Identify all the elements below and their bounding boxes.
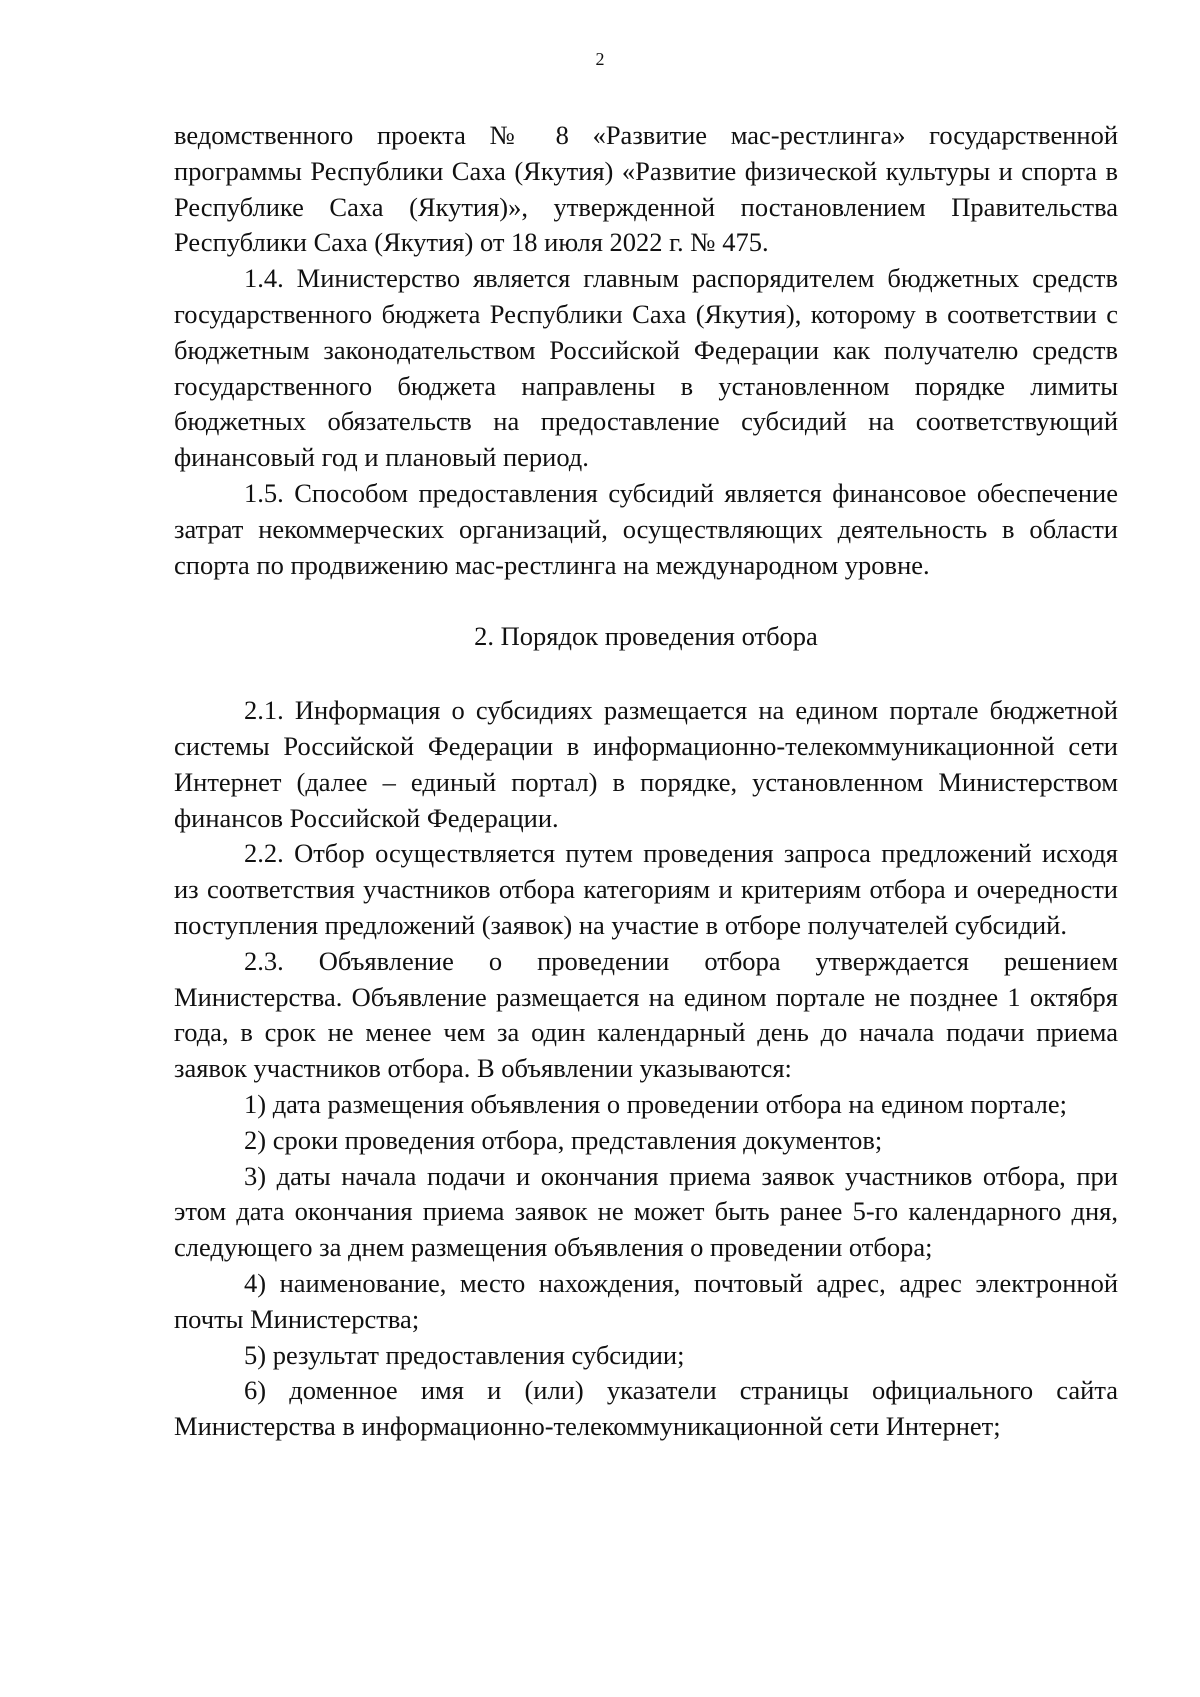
paragraph-intro-continuation: ведомственного проекта № 8 «Развитие мас-рестлинга» государственной программы Республики Саха (Якутия) «Развитие физической культуры и спорта в Республике Саха (Якутия)», утвержденной постановлением Правительства Республики Саха (Якутия) от 18 июля 2022 г. № 475. <box>174 120 1118 258</box>
paragraph-clause-2-2: 2.2. Отбор осуществляется путем проведения запроса предложений исходя из соответствия участников отбора категориям и критериям отбора и очередности поступления предложений (заявок) на участие в отборе получателей субсидий. <box>174 838 1118 940</box>
document-body <box>174 118 1118 1445</box>
list-item-1: 1) дата размещения объявления о проведении отбора на едином портале; <box>244 1088 1067 1119</box>
list-item-4: 4) наименование, место нахождения, почтовый адрес, адрес электронной почты Министерства; <box>174 1267 1118 1334</box>
paragraph-clause-2-3: 2.3. Объявление о проведении отбора утверждается решением Министерства. Объявление размещается на едином портале не позднее 1 октября года, в срок не менее чем за один календарный день до начала подачи приема заявок участников отбора. В объявлении указываются: <box>174 945 1118 1084</box>
page-number: 2 <box>595 49 605 69</box>
list-item-2: 2) сроки проведения отбора, представления документов; <box>244 1124 883 1155</box>
list-item-5: 5) результат предоставления субсидии; <box>244 1339 685 1370</box>
paragraph-clause-1-5: 1.5. Способом предоставления субсидий является финансовое обеспечение затрат некоммерческих организаций, осуществляющих деятельность в области спорта по продвижению мас-рестлинга на международном уровне. <box>174 477 1118 580</box>
section-heading: 2. Порядок проведения отбора <box>474 621 818 652</box>
list-item-6: 6) доменное имя и (или) указатели страницы официального сайта Министерства в информационно-телекоммуникационной сети Интернет; <box>174 1375 1118 1442</box>
list-item-3: 3) даты начала подачи и окончания приема заявок участников отбора, при этом дата окончания приема заявок не может быть ранее 5-го календарного дня, следующего за днем размещения объявления о проведении отбора; <box>174 1160 1118 1263</box>
paragraph-clause-2-1: 2.1. Информация о субсидиях размещается на едином портале бюджетной системы Российской Федерации в информационно-телекоммуникационной сети Интернет (далее – единый портал) в порядке, установленном Министерством финансов Российской Федерации. <box>174 695 1118 833</box>
paragraph-clause-1-4: 1.4. Министерство является главным распорядителем бюджетных средств государственного бюджета Республики Саха (Якутия), которому в соответствии с бюджетным законодательством Российской Федерации как получателю средств государственного бюджета направлены в установленном порядке лимиты бюджетных обязательств на предоставление субсидий на соответствующий финансовый год и плановый период. <box>174 263 1118 473</box>
